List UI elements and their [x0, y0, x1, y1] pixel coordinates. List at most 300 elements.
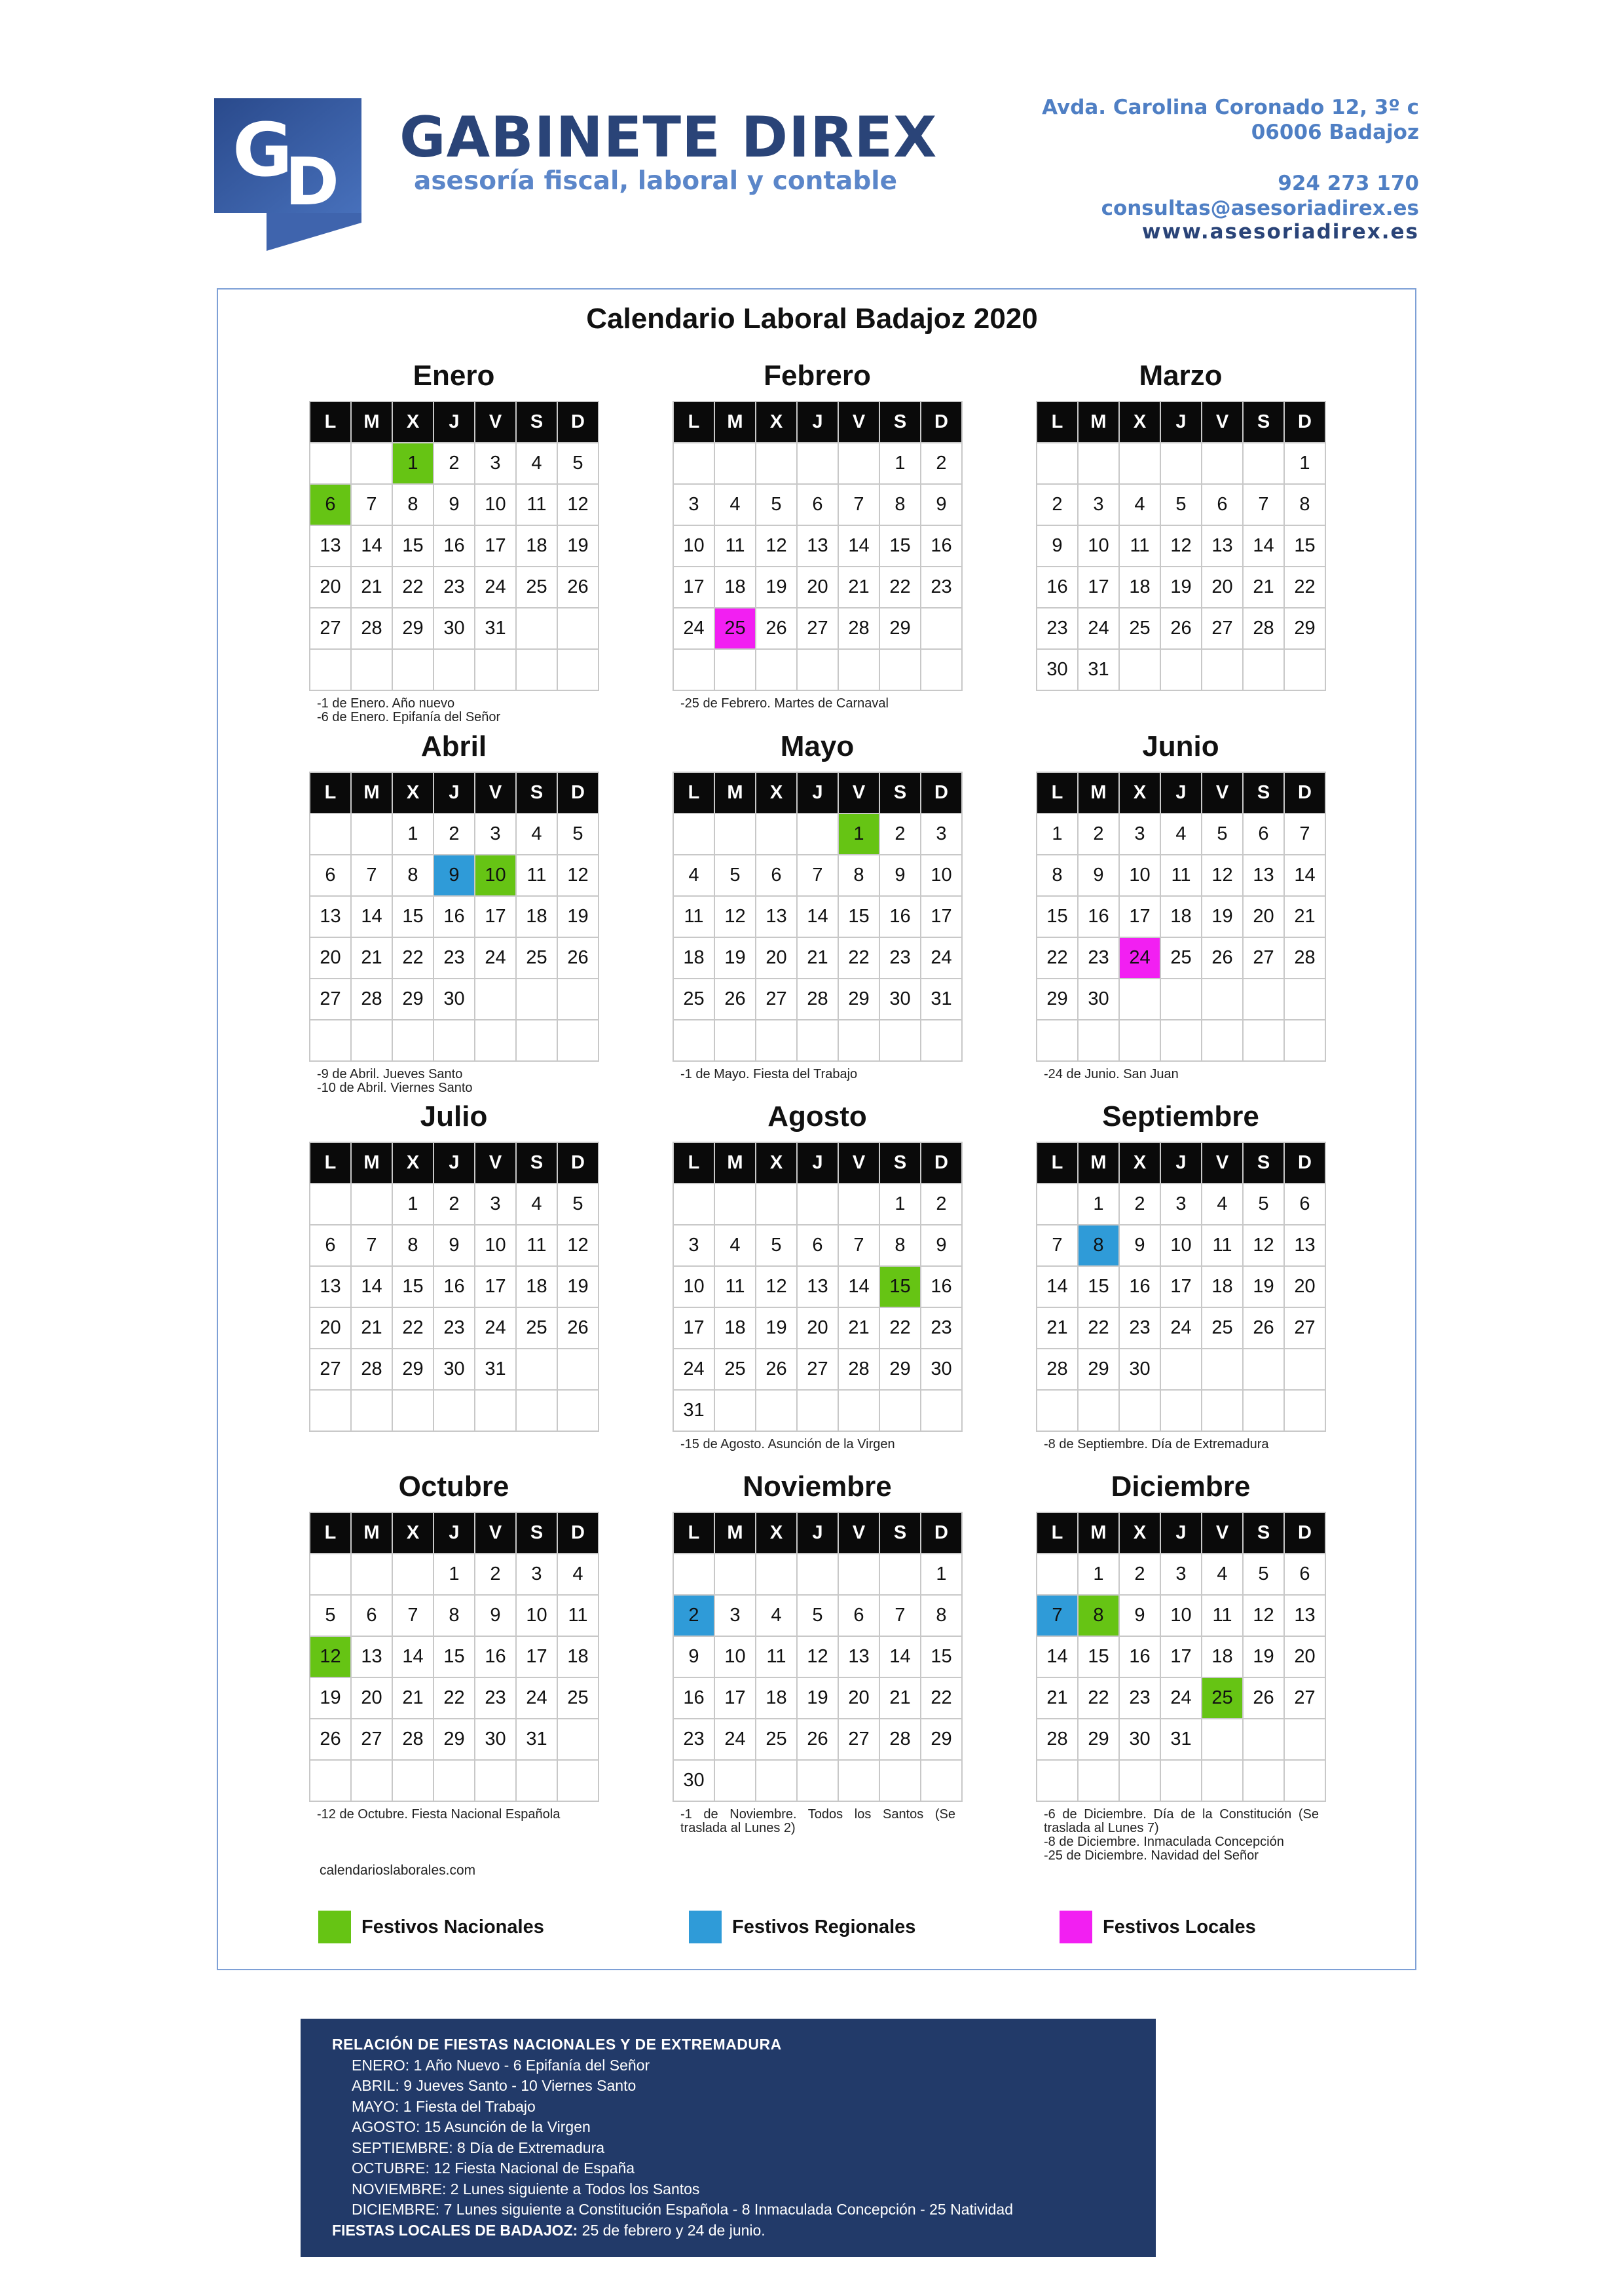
- day-cell: 21: [352, 1308, 393, 1349]
- holiday-day-cell: 8: [1079, 1225, 1120, 1267]
- empty-day-cell: [517, 650, 558, 691]
- empty-day-cell: [880, 1761, 921, 1802]
- day-cell: 7: [1244, 485, 1285, 526]
- empty-day-cell: [880, 1020, 921, 1062]
- day-cell: 18: [517, 1267, 558, 1308]
- day-cell: 1: [1079, 1554, 1120, 1596]
- empty-day-cell: [798, 1391, 839, 1432]
- day-cell: 26: [715, 979, 756, 1020]
- month-name: Febrero: [764, 360, 871, 392]
- month-grid: [673, 1142, 963, 1432]
- day-cell: 13: [310, 897, 352, 938]
- weekday-header: S: [517, 402, 558, 443]
- day-cell: 5: [1202, 814, 1244, 855]
- weekday-header: J: [1161, 402, 1202, 443]
- day-cell: 2: [434, 1184, 475, 1225]
- address-line-2: 06006 Badajoz: [1251, 121, 1419, 144]
- empty-day-cell: [558, 1391, 599, 1432]
- day-cell: 18: [715, 1308, 756, 1349]
- empty-day-cell: [1161, 1761, 1202, 1802]
- legend-label: Festivos Regionales: [732, 1916, 916, 1937]
- month-grid: [1036, 772, 1326, 1062]
- day-cell: 18: [756, 1678, 798, 1719]
- empty-day-cell: [715, 1761, 756, 1802]
- day-cell: 27: [1285, 1308, 1326, 1349]
- legend-label: Festivos Locales: [1103, 1916, 1256, 1937]
- month-diciembre: [1036, 1470, 1325, 1863]
- day-cell: 1: [434, 1554, 475, 1596]
- day-cell: 27: [352, 1719, 393, 1761]
- month-grid: [309, 772, 599, 1062]
- empty-day-cell: [517, 608, 558, 650]
- day-cell: 24: [674, 1349, 715, 1391]
- day-cell: 4: [1120, 485, 1161, 526]
- holiday-notes: [1044, 1438, 1319, 1451]
- month-grid: [309, 1512, 599, 1802]
- day-cell: 17: [674, 567, 715, 608]
- month-name: Junio: [1142, 730, 1219, 762]
- day-cell: 15: [434, 1637, 475, 1678]
- empty-day-cell: [715, 1391, 756, 1432]
- holiday-day-cell: 1: [393, 443, 434, 485]
- day-cell: 22: [880, 1308, 921, 1349]
- day-cell: 24: [1079, 608, 1120, 650]
- day-cell: 31: [517, 1719, 558, 1761]
- logo-letter-d: D: [285, 143, 340, 220]
- empty-day-cell: [715, 443, 756, 485]
- day-cell: 10: [1161, 1225, 1202, 1267]
- day-cell: 24: [921, 938, 963, 979]
- day-cell: 7: [352, 485, 393, 526]
- holiday-notes: [680, 697, 955, 711]
- empty-day-cell: [1120, 1391, 1161, 1432]
- day-cell: 27: [839, 1719, 880, 1761]
- weekday-header: L: [310, 773, 352, 814]
- day-cell: 25: [756, 1719, 798, 1761]
- empty-day-cell: [1244, 443, 1285, 485]
- day-cell: 26: [558, 1308, 599, 1349]
- day-cell: 5: [310, 1596, 352, 1637]
- empty-day-cell: [1244, 1391, 1285, 1432]
- day-cell: 3: [1161, 1184, 1202, 1225]
- empty-day-cell: [558, 608, 599, 650]
- empty-day-cell: [434, 1391, 475, 1432]
- empty-day-cell: [393, 1391, 434, 1432]
- weekday-header: M: [1079, 1513, 1120, 1554]
- day-cell: 11: [558, 1596, 599, 1637]
- empty-day-cell: [1161, 650, 1202, 691]
- weekday-header: J: [1161, 1143, 1202, 1184]
- day-cell: 3: [715, 1596, 756, 1637]
- weekday-header: M: [352, 402, 393, 443]
- day-cell: 10: [475, 485, 517, 526]
- empty-day-cell: [1244, 979, 1285, 1020]
- day-cell: 9: [1120, 1596, 1161, 1637]
- calendar-title: Calendario Laboral Badajoz 2020: [586, 303, 1038, 335]
- source-credit: calendarioslaborales.com: [320, 1863, 476, 1878]
- day-cell: 18: [1161, 897, 1202, 938]
- day-cell: 24: [1161, 1678, 1202, 1719]
- day-cell: 28: [352, 979, 393, 1020]
- day-cell: 8: [393, 485, 434, 526]
- day-cell: 3: [517, 1554, 558, 1596]
- empty-day-cell: [921, 1761, 963, 1802]
- empty-day-cell: [1202, 650, 1244, 691]
- weekday-header: S: [1244, 1513, 1285, 1554]
- day-cell: 14: [352, 897, 393, 938]
- day-cell: 15: [393, 1267, 434, 1308]
- day-cell: 24: [715, 1719, 756, 1761]
- weekday-header: X: [393, 773, 434, 814]
- day-cell: 27: [310, 979, 352, 1020]
- empty-day-cell: [1120, 443, 1161, 485]
- day-cell: 15: [1079, 1637, 1120, 1678]
- day-cell: 8: [1285, 485, 1326, 526]
- day-cell: 11: [1120, 526, 1161, 567]
- empty-day-cell: [674, 1020, 715, 1062]
- empty-day-cell: [393, 1020, 434, 1062]
- holiday-day-cell: 25: [1202, 1678, 1244, 1719]
- logo-letter-g: G: [232, 108, 293, 193]
- day-cell: 20: [310, 1308, 352, 1349]
- empty-day-cell: [674, 1184, 715, 1225]
- month-grid: [1036, 401, 1326, 691]
- empty-day-cell: [715, 650, 756, 691]
- empty-day-cell: [310, 1391, 352, 1432]
- weekday-header: S: [880, 402, 921, 443]
- legend-swatch-regional: [689, 1911, 722, 1943]
- day-cell: 26: [1161, 608, 1202, 650]
- day-cell: 29: [880, 608, 921, 650]
- empty-day-cell: [715, 1554, 756, 1596]
- empty-day-cell: [921, 608, 963, 650]
- day-cell: 15: [393, 526, 434, 567]
- holiday-day-cell: 9: [434, 855, 475, 897]
- day-cell: 6: [310, 1225, 352, 1267]
- holiday-note: -6 de Diciembre. Día de la Constitución (Se traslada al Lunes 7): [1044, 1807, 1319, 1835]
- empty-day-cell: [756, 814, 798, 855]
- empty-day-cell: [839, 650, 880, 691]
- day-cell: 10: [674, 1267, 715, 1308]
- empty-day-cell: [715, 1184, 756, 1225]
- day-cell: 18: [1120, 567, 1161, 608]
- empty-day-cell: [393, 650, 434, 691]
- day-cell: 5: [1161, 485, 1202, 526]
- weekday-header: L: [1037, 402, 1079, 443]
- day-cell: 22: [393, 567, 434, 608]
- legend-swatch-national: [318, 1911, 351, 1943]
- weekday-header: L: [674, 1143, 715, 1184]
- day-cell: 21: [880, 1678, 921, 1719]
- day-cell: 5: [756, 1225, 798, 1267]
- weekday-header: J: [798, 402, 839, 443]
- empty-day-cell: [558, 650, 599, 691]
- brand-tagline: asesoría fiscal, laboral y contable: [414, 166, 898, 196]
- day-cell: 13: [1285, 1596, 1326, 1637]
- day-cell: 7: [798, 855, 839, 897]
- empty-day-cell: [798, 1184, 839, 1225]
- day-cell: 30: [1120, 1719, 1161, 1761]
- email-link[interactable]: consultas@asesoriadirex.es: [1101, 196, 1419, 220]
- day-cell: 13: [1285, 1225, 1326, 1267]
- day-cell: 6: [798, 485, 839, 526]
- day-cell: 23: [674, 1719, 715, 1761]
- holiday-day-cell: 7: [1037, 1596, 1079, 1637]
- day-cell: 14: [352, 1267, 393, 1308]
- weekday-header: V: [475, 402, 517, 443]
- weekday-header: M: [1079, 773, 1120, 814]
- month-grid: [673, 1512, 963, 1802]
- day-cell: 3: [475, 1184, 517, 1225]
- address-line-1: Avda. Carolina Coronado 12, 3º c: [1042, 96, 1419, 119]
- day-cell: 20: [1285, 1637, 1326, 1678]
- day-cell: 6: [1202, 485, 1244, 526]
- empty-day-cell: [1285, 1020, 1326, 1062]
- weekday-header: X: [756, 1513, 798, 1554]
- day-cell: 2: [1120, 1554, 1161, 1596]
- day-cell: 31: [475, 608, 517, 650]
- empty-day-cell: [756, 1391, 798, 1432]
- empty-day-cell: [1244, 1020, 1285, 1062]
- month-marzo: [1036, 360, 1325, 691]
- day-cell: 10: [1079, 526, 1120, 567]
- day-cell: 14: [1285, 855, 1326, 897]
- day-cell: 6: [756, 855, 798, 897]
- empty-day-cell: [393, 1761, 434, 1802]
- day-cell: 8: [921, 1596, 963, 1637]
- day-cell: 9: [921, 1225, 963, 1267]
- day-cell: 17: [674, 1308, 715, 1349]
- day-cell: 19: [1161, 567, 1202, 608]
- legend-local: [1060, 1910, 1256, 1944]
- weekday-header: D: [1285, 402, 1326, 443]
- day-cell: 1: [921, 1554, 963, 1596]
- day-cell: 24: [475, 938, 517, 979]
- empty-day-cell: [674, 650, 715, 691]
- summary-line: MAYO: 1 Fiesta del Trabajo: [352, 2097, 536, 2115]
- day-cell: 19: [558, 526, 599, 567]
- empty-day-cell: [352, 1020, 393, 1062]
- holiday-note: -1 de Mayo. Fiesta del Trabajo: [680, 1067, 858, 1081]
- day-cell: 25: [1202, 1308, 1244, 1349]
- empty-day-cell: [310, 1554, 352, 1596]
- empty-day-cell: [1161, 979, 1202, 1020]
- month-name: Enero: [413, 360, 495, 392]
- day-cell: 21: [393, 1678, 434, 1719]
- empty-day-cell: [310, 1761, 352, 1802]
- day-cell: 1: [1079, 1184, 1120, 1225]
- day-cell: 7: [352, 855, 393, 897]
- day-cell: 6: [1285, 1184, 1326, 1225]
- day-cell: 14: [1037, 1267, 1079, 1308]
- empty-day-cell: [1120, 1020, 1161, 1062]
- day-cell: 28: [798, 979, 839, 1020]
- empty-day-cell: [1202, 1020, 1244, 1062]
- empty-day-cell: [1161, 1391, 1202, 1432]
- day-cell: 25: [1161, 938, 1202, 979]
- day-cell: 27: [798, 1349, 839, 1391]
- day-cell: 28: [1037, 1349, 1079, 1391]
- day-cell: 22: [393, 938, 434, 979]
- day-cell: 8: [434, 1596, 475, 1637]
- empty-day-cell: [839, 1554, 880, 1596]
- day-cell: 14: [393, 1637, 434, 1678]
- day-cell: 16: [434, 526, 475, 567]
- empty-day-cell: [674, 443, 715, 485]
- day-cell: 13: [839, 1637, 880, 1678]
- day-cell: 16: [880, 897, 921, 938]
- day-cell: 14: [839, 526, 880, 567]
- day-cell: 26: [1202, 938, 1244, 979]
- day-cell: 16: [434, 897, 475, 938]
- day-cell: 8: [880, 485, 921, 526]
- day-cell: 30: [475, 1719, 517, 1761]
- empty-day-cell: [798, 1554, 839, 1596]
- empty-day-cell: [1202, 1761, 1244, 1802]
- empty-day-cell: [1161, 443, 1202, 485]
- empty-day-cell: [1285, 1719, 1326, 1761]
- day-cell: 27: [1285, 1678, 1326, 1719]
- month-name: Abril: [420, 730, 487, 762]
- day-cell: 29: [921, 1719, 963, 1761]
- month-agosto: [673, 1100, 962, 1451]
- day-cell: 17: [1161, 1267, 1202, 1308]
- day-cell: 3: [674, 485, 715, 526]
- day-cell: 11: [1161, 855, 1202, 897]
- empty-day-cell: [1037, 1554, 1079, 1596]
- empty-day-cell: [1037, 1391, 1079, 1432]
- empty-day-cell: [839, 1391, 880, 1432]
- day-cell: 21: [839, 567, 880, 608]
- weekday-header: V: [839, 773, 880, 814]
- day-cell: 25: [715, 1349, 756, 1391]
- day-cell: 18: [558, 1637, 599, 1678]
- empty-day-cell: [352, 650, 393, 691]
- legend-label: Festivos Nacionales: [361, 1916, 544, 1937]
- day-cell: 28: [1037, 1719, 1079, 1761]
- day-cell: 17: [517, 1637, 558, 1678]
- empty-day-cell: [1202, 1349, 1244, 1391]
- summary-line: AGOSTO: 15 Asunción de la Virgen: [352, 2118, 591, 2135]
- holiday-notes: [1044, 1068, 1319, 1081]
- website-link[interactable]: www.asesoriadirex.es: [1141, 220, 1419, 244]
- day-cell: 4: [558, 1554, 599, 1596]
- holiday-notes: [317, 1068, 592, 1095]
- day-cell: 25: [517, 1308, 558, 1349]
- day-cell: 29: [393, 1349, 434, 1391]
- day-cell: 11: [1202, 1596, 1244, 1637]
- day-cell: 29: [839, 979, 880, 1020]
- day-cell: 20: [1285, 1267, 1326, 1308]
- month-grid: [309, 1142, 599, 1432]
- day-cell: 12: [558, 485, 599, 526]
- summary-line: NOVIEMBRE: 2 Lunes siguiente a Todos los Santos: [352, 2180, 700, 2198]
- day-cell: 26: [1244, 1678, 1285, 1719]
- day-cell: 4: [517, 443, 558, 485]
- day-cell: 6: [310, 855, 352, 897]
- day-cell: 15: [1037, 897, 1079, 938]
- summary-line: ENERO: 1 Año Nuevo - 6 Epifanía del Señor: [352, 2056, 650, 2074]
- day-cell: 19: [310, 1678, 352, 1719]
- empty-day-cell: [756, 1020, 798, 1062]
- weekday-header: J: [434, 402, 475, 443]
- empty-day-cell: [921, 1391, 963, 1432]
- weekday-header: M: [352, 773, 393, 814]
- day-cell: 3: [1161, 1554, 1202, 1596]
- day-cell: 10: [715, 1637, 756, 1678]
- empty-day-cell: [1244, 1719, 1285, 1761]
- day-cell: 20: [310, 567, 352, 608]
- day-cell: 7: [839, 1225, 880, 1267]
- empty-day-cell: [715, 1020, 756, 1062]
- holiday-note: -9 de Abril. Jueves Santo: [317, 1067, 463, 1081]
- local-holidays-value: 25 de febrero y 24 de junio.: [578, 2221, 766, 2239]
- day-cell: 26: [310, 1719, 352, 1761]
- day-cell: 20: [352, 1678, 393, 1719]
- empty-day-cell: [1285, 979, 1326, 1020]
- empty-day-cell: [434, 650, 475, 691]
- holiday-note: -15 de Agosto. Asunción de la Virgen: [680, 1437, 895, 1451]
- day-cell: 5: [798, 1596, 839, 1637]
- day-cell: 2: [475, 1554, 517, 1596]
- holiday-note: -8 de Diciembre. Inmaculada Concepción: [1044, 1835, 1284, 1849]
- day-cell: 28: [839, 1349, 880, 1391]
- day-cell: 16: [434, 1267, 475, 1308]
- weekday-header: S: [880, 773, 921, 814]
- empty-day-cell: [310, 814, 352, 855]
- day-cell: 25: [517, 938, 558, 979]
- day-cell: 22: [880, 567, 921, 608]
- day-cell: 18: [715, 567, 756, 608]
- empty-day-cell: [310, 443, 352, 485]
- empty-day-cell: [839, 443, 880, 485]
- day-cell: 21: [839, 1308, 880, 1349]
- empty-day-cell: [352, 1761, 393, 1802]
- holiday-notes: [680, 1068, 955, 1081]
- day-cell: 5: [558, 1184, 599, 1225]
- summary-line: OCTUBRE: 12 Fiesta Nacional de España: [352, 2160, 635, 2177]
- day-cell: 3: [674, 1225, 715, 1267]
- day-cell: 1: [880, 443, 921, 485]
- day-cell: 7: [880, 1596, 921, 1637]
- summary-heading: RELACIÓN DE FIESTAS NACIONALES Y DE EXTREMADURA: [332, 2036, 782, 2053]
- day-cell: 29: [434, 1719, 475, 1761]
- empty-day-cell: [798, 650, 839, 691]
- brand-name: GABINETE DIREX: [399, 105, 938, 170]
- weekday-header: L: [674, 402, 715, 443]
- empty-day-cell: [1037, 1184, 1079, 1225]
- day-cell: 25: [674, 979, 715, 1020]
- day-cell: 12: [558, 855, 599, 897]
- empty-day-cell: [434, 1761, 475, 1802]
- day-cell: 31: [475, 1349, 517, 1391]
- day-cell: 16: [1120, 1637, 1161, 1678]
- day-cell: 31: [1161, 1719, 1202, 1761]
- weekday-header: J: [434, 1143, 475, 1184]
- day-cell: 29: [1285, 608, 1326, 650]
- day-cell: 13: [310, 1267, 352, 1308]
- day-cell: 31: [1079, 650, 1120, 691]
- month-name: Noviembre: [743, 1470, 892, 1503]
- day-cell: 1: [393, 1184, 434, 1225]
- empty-day-cell: [880, 650, 921, 691]
- day-cell: 21: [1285, 897, 1326, 938]
- weekday-header: D: [558, 1143, 599, 1184]
- day-cell: 4: [756, 1596, 798, 1637]
- holiday-day-cell: 2: [674, 1596, 715, 1637]
- day-cell: 30: [434, 1349, 475, 1391]
- day-cell: 2: [921, 1184, 963, 1225]
